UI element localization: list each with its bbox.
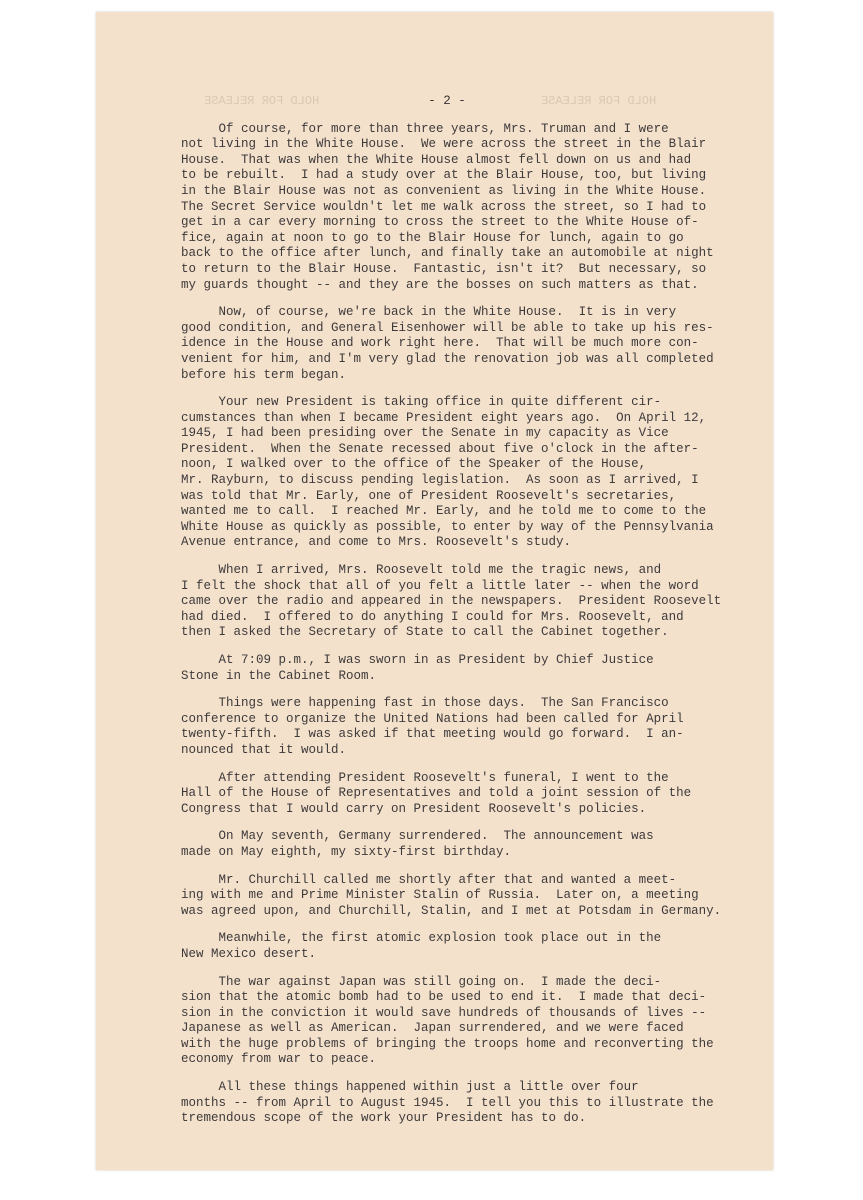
- text-line: then I asked the Secretary of State to call the Cabinet together.: [181, 625, 669, 640]
- text-line: cumstances than when I became President eight years ago. On April 12,: [181, 410, 707, 425]
- paragraph: [181, 122, 713, 294]
- text-line: to return to the Blair House. Fantastic, isn't it? But necessary, so: [181, 261, 707, 276]
- text-line: fice, again at noon to go to the Blair House for lunch, again to go: [181, 230, 684, 245]
- text-line: months -- from April to August 1945. I tell you this to illustrate the: [181, 1095, 714, 1110]
- text-line: At 7:09 p.m., I was sworn in as President by Chief Justice: [181, 653, 654, 667]
- text-line: conference to organize the United Nations had been called for April: [181, 711, 684, 726]
- text-line: Avenue entrance, and come to Mrs. Roosevelt's study.: [181, 535, 572, 550]
- text-line: President. When the Senate recessed about five o'clock in the after-: [181, 441, 699, 456]
- text-line: get in a car every morning to cross the street to the White House of-: [181, 215, 699, 230]
- paragraph: [181, 829, 713, 860]
- text-line: noon, I walked over to the office of the Speaker of the House,: [181, 457, 647, 472]
- text-line: ing with me and Prime Minister Stalin of Russia. Later on, a meeting: [181, 888, 699, 903]
- typewritten-text: [181, 94, 722, 1139]
- paragraph: [181, 771, 713, 818]
- bleed-through-header-right: HOLD FOR RELEASE: [541, 94, 657, 108]
- bleed-through-header-left: HOLD FOR RELEASE: [204, 94, 320, 108]
- text-line: economy from war to peace.: [181, 1052, 377, 1067]
- text-line: sion that the atomic bomb had to be used to end it. I made that deci-: [181, 990, 707, 1005]
- text-line: idence in the House and work right here. That will be much more con-: [181, 336, 699, 351]
- text-line: with the huge problems of bringing the troops home and reconverting the: [181, 1036, 714, 1051]
- text-line: The Secret Service wouldn't let me walk across the street, so I had to: [181, 199, 707, 214]
- text-line: before his term began.: [181, 367, 347, 382]
- text-line: nounced that it would.: [181, 742, 347, 757]
- text-line: Congress that I would carry on President Roosevelt's policies.: [181, 801, 647, 816]
- text-line: New Mexico desert.: [181, 946, 317, 961]
- text-line: venient for him, and I'm very glad the renovation job was all completed: [181, 351, 714, 366]
- text-line: not living in the White House. We were across the street in the Blair: [181, 137, 707, 152]
- paragraph: [181, 931, 713, 962]
- text-line: Stone in the Cabinet Room.: [181, 668, 377, 683]
- text-line: Things were happening fast in those days. The San Francisco: [181, 696, 669, 711]
- text-line: When I arrived, Mrs. Roosevelt told me the tragic news, and: [181, 563, 662, 578]
- text-line: All these things happened within just a little over four: [181, 1080, 639, 1095]
- text-line: Mr. Rayburn, to discuss pending legislation. As soon as I arrived, I: [181, 473, 699, 488]
- text-line: was told that Mr. Early, one of President Roosevelt's secretaries,: [181, 488, 677, 503]
- text-line: Mr. Churchill called me shortly after that and wanted a meet-: [181, 872, 677, 887]
- text-line: The war against Japan was still going on. I made the deci-: [181, 974, 662, 989]
- text-line: was agreed upon, and Churchill, Stalin, and I met at Potsdam in Germany.: [181, 903, 722, 918]
- paragraph: [181, 305, 713, 383]
- text-line: back to the office after lunch, and finally take an automobile at night: [181, 246, 714, 261]
- text-line: After attending President Roosevelt's funeral, I went to the: [181, 770, 669, 785]
- text-line: tremendous scope of the work your President has to do.: [181, 1111, 587, 1126]
- text-line: On May seventh, Germany surrendered. The announcement was: [181, 829, 654, 844]
- paragraph: [181, 563, 722, 641]
- text-line: to be rebuilt. I had a study over at the Blair House, too, but living: [181, 168, 707, 183]
- text-line: wanted me to call. I reached Mr. Early, and he told me to come to the: [181, 504, 707, 519]
- paragraph: [181, 653, 713, 684]
- text-line: good condition, and General Eisenhower will be able to take up his res-: [181, 320, 714, 335]
- paragraph: [181, 395, 713, 551]
- text-line: House. That was when the White House almost fell down on us and had: [181, 152, 692, 167]
- text-line: sion in the conviction it would save hundreds of thousands of lives --: [181, 1005, 707, 1020]
- text-line: my guards thought -- and they are the bosses on such matters as that.: [181, 277, 699, 292]
- page-number: - 2 -: [428, 94, 466, 108]
- text-line: Of course, for more than three years, Mrs. Truman and I were: [181, 121, 669, 136]
- paragraph: [181, 975, 713, 1069]
- document-page: [96, 12, 773, 1170]
- text-line: twenty-fifth. I was asked if that meeting would go forward. I an-: [181, 727, 684, 742]
- text-line: Japanese as well as American. Japan surrendered, and we were faced: [181, 1021, 684, 1036]
- text-line: 1945, I had been presiding over the Senate in my capacity as Vice: [181, 426, 669, 441]
- text-line: in the Blair House was not as convenient as living in the White House.: [181, 183, 707, 198]
- text-line: Meanwhile, the first atomic explosion took place out in the: [181, 931, 662, 946]
- paragraph: [181, 872, 722, 920]
- text-line: White House as quickly as possible, to enter by way of the Pennsylvania: [181, 519, 714, 534]
- text-line: I felt the shock that all of you felt a little later -- when the word: [181, 578, 699, 593]
- paragraph: [181, 1080, 713, 1127]
- text-line: made on May eighth, my sixty-first birthday.: [181, 844, 512, 859]
- text-line: Your new President is taking office in quite different cir-: [181, 395, 662, 410]
- text-line: Now, of course, we're back in the White House. It is in very: [181, 305, 677, 320]
- text-line: had died. I offered to do anything I could for Mrs. Roosevelt, and: [181, 609, 684, 624]
- text-line: came over the radio and appeared in the newspapers. President Roosevelt: [181, 594, 722, 609]
- text-line: Hall of the House of Representatives and told a joint session of the: [181, 786, 692, 801]
- paragraph-list: [181, 121, 722, 1127]
- paragraph: [181, 696, 713, 758]
